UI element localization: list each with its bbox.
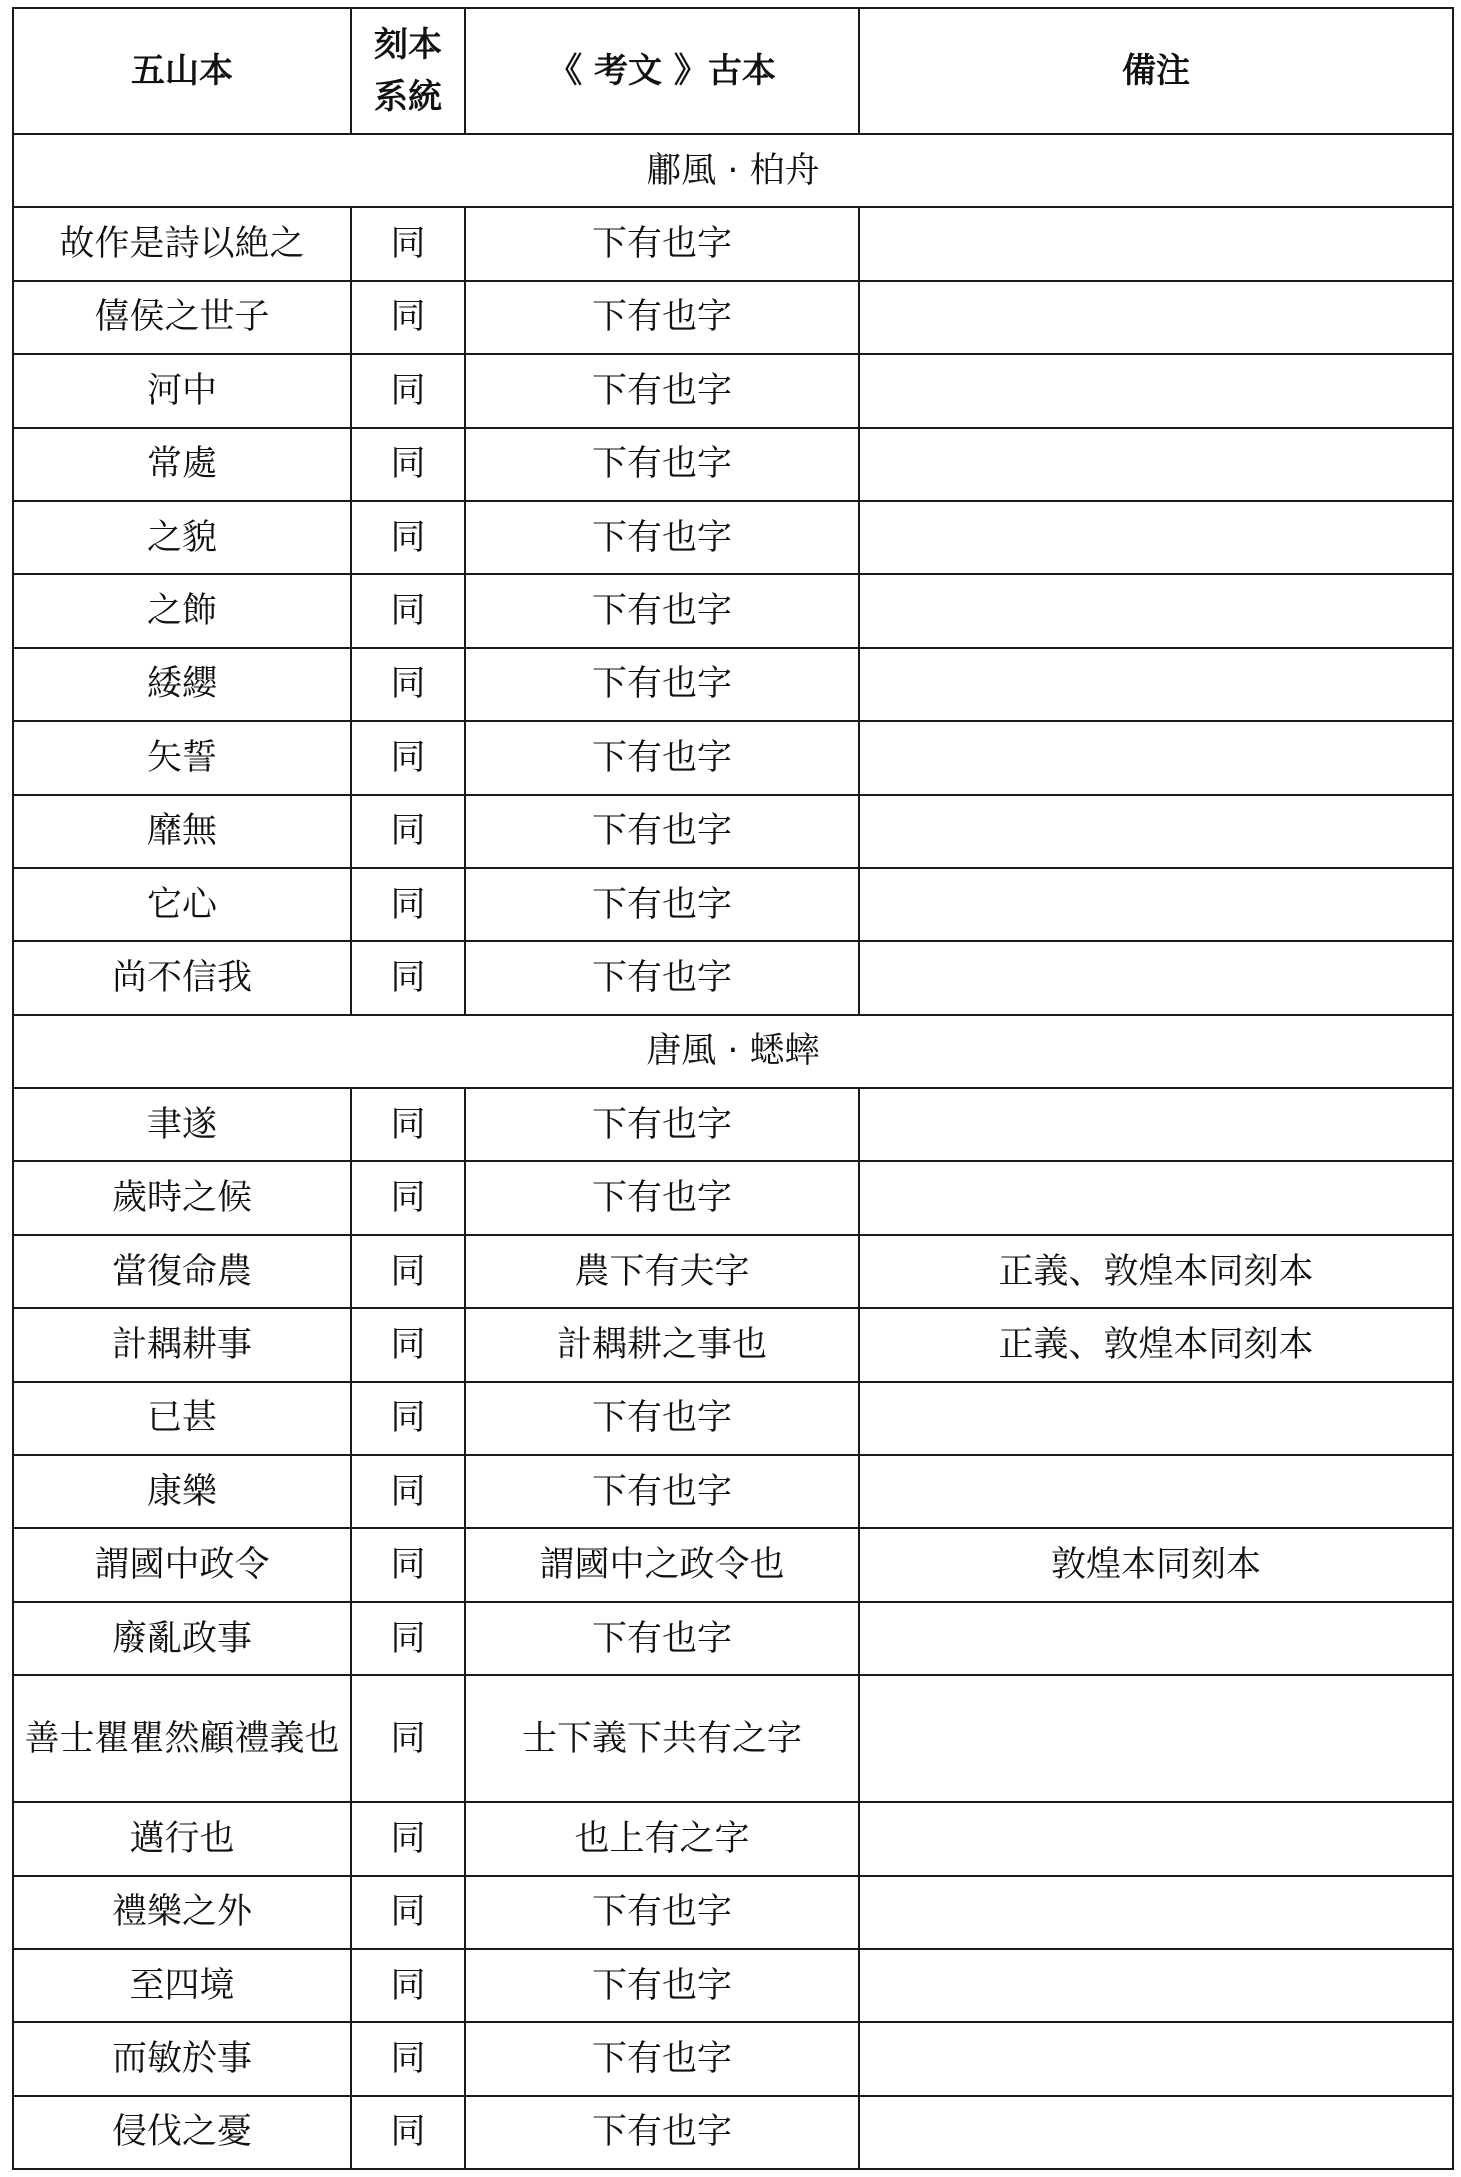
cell-keben: 同 — [351, 941, 465, 1014]
cell-keben: 同 — [351, 281, 465, 354]
cell-wushan: 之貌 — [13, 501, 351, 574]
header-wushan: 五山本 — [13, 8, 351, 134]
header-notes: 備注 — [859, 8, 1453, 134]
table-row — [13, 281, 1453, 354]
cell-kaowen: 下有也字 — [465, 721, 859, 794]
cell-wushan: 故作是詩以絶之 — [13, 207, 351, 280]
cell-notes — [859, 501, 1453, 574]
cell-notes — [859, 1602, 1453, 1675]
cell-notes — [859, 281, 1453, 354]
table-row — [13, 428, 1453, 501]
cell-keben: 同 — [351, 1675, 465, 1802]
cell-kaowen: 農下有夫字 — [465, 1235, 859, 1308]
cell-notes: 敦煌本同刻本 — [859, 1528, 1453, 1601]
table-row — [13, 648, 1453, 721]
cell-keben: 同 — [351, 721, 465, 794]
cell-wushan: 聿遂 — [13, 1088, 351, 1161]
section-row — [13, 134, 1453, 207]
cell-kaowen: 下有也字 — [465, 1876, 859, 1949]
cell-kaowen: 下有也字 — [465, 1949, 859, 2022]
cell-wushan: 邁行也 — [13, 1802, 351, 1875]
table-row — [13, 795, 1453, 868]
cell-wushan: 歲時之候 — [13, 1161, 351, 1234]
cell-wushan: 康樂 — [13, 1455, 351, 1528]
cell-kaowen: 下有也字 — [465, 868, 859, 941]
cell-keben: 同 — [351, 1602, 465, 1675]
table-header — [13, 8, 1453, 134]
cell-wushan: 它心 — [13, 868, 351, 941]
cell-notes — [859, 2096, 1453, 2169]
cell-notes — [859, 1802, 1453, 1875]
cell-kaowen: 也上有之字 — [465, 1802, 859, 1875]
cell-kaowen: 下有也字 — [465, 207, 859, 280]
cell-wushan: 至四境 — [13, 1949, 351, 2022]
cell-kaowen: 謂國中之政令也 — [465, 1528, 859, 1601]
table-row — [13, 354, 1453, 427]
cell-notes — [859, 721, 1453, 794]
cell-kaowen: 下有也字 — [465, 1161, 859, 1234]
cell-notes: 正義、敦煌本同刻本 — [859, 1235, 1453, 1308]
cell-kaowen: 下有也字 — [465, 428, 859, 501]
cell-keben: 同 — [351, 428, 465, 501]
table-row — [13, 574, 1453, 647]
cell-wushan: 侵伐之憂 — [13, 2096, 351, 2169]
cell-kaowen: 下有也字 — [465, 501, 859, 574]
cell-kaowen: 下有也字 — [465, 1382, 859, 1455]
cell-keben: 同 — [351, 1949, 465, 2022]
cell-kaowen: 下有也字 — [465, 354, 859, 427]
cell-kaowen: 下有也字 — [465, 1602, 859, 1675]
cell-notes — [859, 354, 1453, 427]
cell-notes — [859, 207, 1453, 280]
cell-keben: 同 — [351, 207, 465, 280]
cell-keben: 同 — [351, 1308, 465, 1381]
cell-wushan: 計耦耕事 — [13, 1308, 351, 1381]
table-row — [13, 2022, 1453, 2095]
cell-kaowen: 下有也字 — [465, 795, 859, 868]
cell-keben: 同 — [351, 648, 465, 721]
cell-notes — [859, 1876, 1453, 1949]
table-body — [13, 134, 1453, 2169]
header-keben: 刻本系統 — [351, 8, 465, 134]
cell-keben: 同 — [351, 1235, 465, 1308]
cell-keben: 同 — [351, 2096, 465, 2169]
table-row — [13, 1602, 1453, 1675]
cell-kaowen: 下有也字 — [465, 574, 859, 647]
cell-notes — [859, 2022, 1453, 2095]
cell-wushan: 而敏於事 — [13, 2022, 351, 2095]
header-kaowen: 《 考文 》古本 — [465, 8, 859, 134]
cell-notes: 正義、敦煌本同刻本 — [859, 1308, 1453, 1381]
cell-wushan: 矢誓 — [13, 721, 351, 794]
cell-notes — [859, 1675, 1453, 1802]
cell-notes — [859, 648, 1453, 721]
header-row — [13, 8, 1453, 134]
cell-keben: 同 — [351, 2022, 465, 2095]
cell-notes — [859, 1161, 1453, 1234]
cell-keben: 同 — [351, 1876, 465, 1949]
cell-wushan: 禮樂之外 — [13, 1876, 351, 1949]
table-row — [13, 207, 1453, 280]
cell-keben: 同 — [351, 1802, 465, 1875]
cell-kaowen: 計耦耕之事也 — [465, 1308, 859, 1381]
cell-notes — [859, 574, 1453, 647]
cell-notes — [859, 1455, 1453, 1528]
cell-kaowen: 下有也字 — [465, 2022, 859, 2095]
cell-wushan: 緌纓 — [13, 648, 351, 721]
cell-notes — [859, 1382, 1453, 1455]
table-row — [13, 1088, 1453, 1161]
cell-notes — [859, 1088, 1453, 1161]
table-row — [13, 1382, 1453, 1455]
table-row — [13, 868, 1453, 941]
cell-wushan: 常處 — [13, 428, 351, 501]
table-row — [13, 1455, 1453, 1528]
table-row — [13, 1528, 1453, 1601]
table-row — [13, 2096, 1453, 2169]
cell-kaowen: 下有也字 — [465, 1088, 859, 1161]
cell-keben: 同 — [351, 1161, 465, 1234]
cell-wushan: 善士瞿瞿然顧禮義也 — [13, 1675, 351, 1802]
table-row — [13, 1675, 1453, 1802]
cell-kaowen: 士下義下共有之字 — [465, 1675, 859, 1802]
section-title: 鄘風 · 柏舟 — [13, 134, 1453, 207]
cell-notes — [859, 428, 1453, 501]
cell-keben: 同 — [351, 795, 465, 868]
table-row — [13, 941, 1453, 1014]
cell-kaowen: 下有也字 — [465, 281, 859, 354]
section-row — [13, 1015, 1453, 1088]
table-row — [13, 1949, 1453, 2022]
cell-keben: 同 — [351, 868, 465, 941]
cell-kaowen: 下有也字 — [465, 1455, 859, 1528]
table-row — [13, 1876, 1453, 1949]
cell-notes — [859, 1949, 1453, 2022]
cell-keben: 同 — [351, 574, 465, 647]
cell-wushan: 尚不信我 — [13, 941, 351, 1014]
section-title: 唐風 · 蟋蟀 — [13, 1015, 1453, 1088]
cell-wushan: 已甚 — [13, 1382, 351, 1455]
cell-notes — [859, 941, 1453, 1014]
cell-wushan: 廢亂政事 — [13, 1602, 351, 1675]
cell-keben: 同 — [351, 354, 465, 427]
table-row — [13, 1308, 1453, 1381]
cell-notes — [859, 868, 1453, 941]
cell-wushan: 之飾 — [13, 574, 351, 647]
cell-notes — [859, 795, 1453, 868]
cell-keben: 同 — [351, 1382, 465, 1455]
cell-keben: 同 — [351, 501, 465, 574]
cell-wushan: 僖侯之世子 — [13, 281, 351, 354]
table-row — [13, 721, 1453, 794]
cell-wushan: 河中 — [13, 354, 351, 427]
collation-table — [12, 7, 1454, 2170]
table-row — [13, 1235, 1453, 1308]
cell-wushan: 靡無 — [13, 795, 351, 868]
cell-keben: 同 — [351, 1455, 465, 1528]
cell-wushan: 謂國中政令 — [13, 1528, 351, 1601]
cell-keben: 同 — [351, 1528, 465, 1601]
cell-wushan: 當復命農 — [13, 1235, 351, 1308]
table-row — [13, 1802, 1453, 1875]
cell-kaowen: 下有也字 — [465, 648, 859, 721]
table-row — [13, 1161, 1453, 1234]
cell-kaowen: 下有也字 — [465, 941, 859, 1014]
cell-kaowen: 下有也字 — [465, 2096, 859, 2169]
cell-keben: 同 — [351, 1088, 465, 1161]
table-row — [13, 501, 1453, 574]
